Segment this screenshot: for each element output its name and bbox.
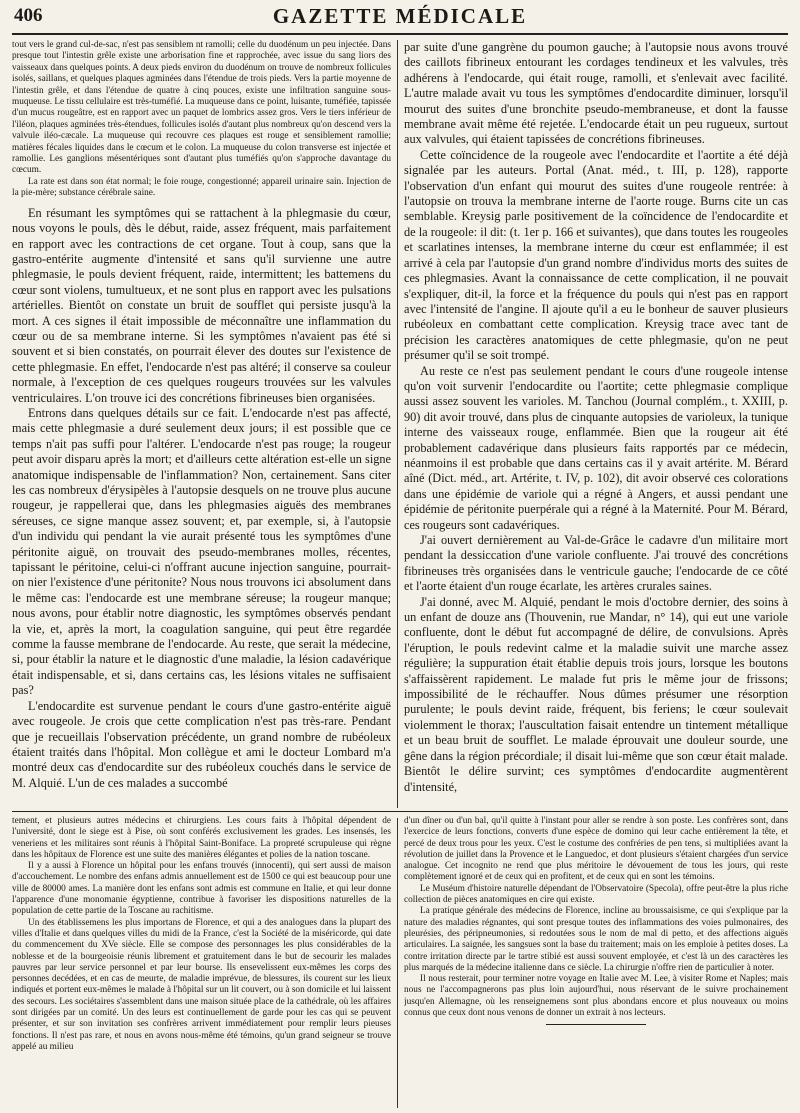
running-title: GAZETTE MÉDICALE	[272, 4, 528, 28]
feuilleton-paragraph: La pratique générale des médecins de Florence, incline au broussaisisme, ce qui s'explique par la nature des maladies régnantes, qui sont presque toutes des inflammations des voies pulmonaires, des pleurésies, des péripneumonies, si redoutées sous le nom de mal di petto, et des affections aiguës articulaires. La saignée, les sangsues sont la base du traitement; mais on les emploie à petites doses. La contre irritation directe par le tartre stibié est aussi souvent employée, et c'est là un des caractères les plus marqués de la médecine italienne dans ce siècle. La chirurgie n'offre rien de particulier à noter.	[404, 906, 788, 973]
page-header	[12, 2, 788, 32]
autopsy-paragraph: tout vers le grand cul-de-sac, n'est pas sensiblem nt ramolli; celle du duodénum un peu injectée. Dans presque tout l'intestin grêle existe une arborisation fine et rapprochée, avec issue du sang liors des vaisseaux dans quelques points. A deux pieds environ du duodénum on trouve de nombreux follicules isolés, saillans, et quelques plaques agminées dans l'étendue de trois pieds. Vers la partie moyenne de l'intestin grêle, et dans l'étendue de quatre à cinq pouces, existe une infiltration sanguine sous-muqueuse. Le tissu cellulaire est très-tuméfié. La muqueuse dans ce point, luisante, tuméfiée, tapissée d'un mucus rougeâtre, est en rapport avec un paquet de lombrics assez gros. Vers le tiers inférieur de l'iléon, plaques agminées très-étendues, follicules isolés d'autant plus nombreux qu'on descend vers la valvule iléo-cæcale. La muqueuse qui recouvre ces plaques est rouge et sensiblement ramollie; matières fécales liquides dans le cœcum et le colon. La muqueuse du colon transverse est injectée et ramollie. Les ganglions mésentériques sont d'autant plus tuméfiés qu'on s'approche davantage du cœcum.	[12, 40, 391, 176]
feuilleton-column-left	[12, 816, 391, 1108]
feuilleton-paragraph: d'un dîner ou d'un bal, qu'il quitte à l'instant pour aller se rendre à son poste. Les confrères sont, dans l'exercice de leurs fonctions, converts d'une espèce de domino qui leur cache entièrement la tête, et percé de deux trous pour les yeux. C'est le costume des confréries de pen tens, si multipliées avant la révolution de juillet dans la Provence et le Languedoc, et dont plusieurs s'étaient chargées d'un service analogue. Cet incognito ne rend que plus méritoire le dévouement de tous les jours, qui reste complètement ignoré et de ceux qui en profitent, et de ceux qui en sont les témoins.	[404, 816, 788, 883]
endocarditis-paragraph: L'endocardite est survenue pendant le cours d'une gastro-entérite aiguë avec rougeole. Je crois que cette complication n'est pas très-rare. Pendant que je recueillais l'observation précédente, un grand nombre de rubéoleux étaient traités dans l'hôpital. Mon collègue et ami le docteur Lombard m'a montré deux cas d'endocardite sur des rubéoleux couchés dans le service de M. Alquié. L'un de ces malades a succombé	[12, 698, 391, 790]
details-paragraph: Entrons dans quelques détails sur ce fait. L'endocarde n'est pas affecté, mais cette phlegmasie a duré seulement deux jours; il est possible que ce temps n'ait pas suffi pour l'altérer. L'endocarde n'est pas rouge; la rougeur peut avoir disparu après la mort; et d'ailleurs cette altération est-elle un signe anatomique indispensable de l'inflammation? Non, certainement. Sans citer les cas nombreux d'érysipèles à l'autopsie desquels on ne trouve plus aucune rougeur, je rappellerai que, dans les phlegmasies aiguës des membranes séreuses, ce signe manque assez souvent; et, par exemple, si, à l'autopsie d'un individu qui pendant la vie aurait présenté tous les symptômes d'une péritonite aiguë, on trouvait des pseudo-membranes molles, récentes, tapissant le péritoine, celui-ci n'offrant aucune injection sanguine, pourrait-on nier l'existence d'une péritonite? Nous nous trouvons ici absolument dans le même cas: l'endocarde est une membrane séreuse; la rougeur manque; nous avons, pour établir notre diagnostic, les symptômes observés pendant la vie, et, après la mort, la coagulation sanguine, qui peut être regardée comme la fausse membrane de l'endocarde. Au reste, que serait la médecine, si, pour établir la nature et le diagnostic d'une maladie, la lésion cadavérique était indispensable, et si, dans certains cas, les lésions vitales ne suffisaient pas?	[12, 405, 391, 698]
spleen-paragraph: La rate est dans son état normal; le foie rouge, congestionné; appareil urinaire sain. Injection de la pie-mère; substance cérébrale saine.	[12, 176, 391, 199]
main-column-left	[12, 40, 391, 806]
feuilleton-paragraph: Il y a aussi à Florence un hôpital pour les enfans trouvés (innocenti), qui sert aussi de maison d'accouchement. Le nombre des enfans admis annuellement est de 1500 ce qui est beaucoup pour une ville de 80000 ames. La manière dont les enfans sont admis est commune en Italie, et qui leur donne l'apparence d'une monomanie égyptienne, contribue à favoriser les dispositions naturelles de la population de cette partie de la Toscane au rachitisme.	[12, 861, 391, 917]
case-report-paragraph: J'ai donné, avec M. Alquié, pendant le mois d'octobre dernier, des soins à un enfant de douze ans (Thouvenin, rue Mandar, n° 14), qui eut une variole confluente, dont le début fut accompagné de délire, de convulsions. Après l'éruption, le pouls redevint calme et la maladie suivit une marche assez régulière; la suppuration était établie depuis trois jours, lorsque les boutons s'affaissèrent rapidement. Le malade fut pris le même jour de frissons; impossibilité de le réchauffer. Nous dûmes présumer une résorption purulente; le pouls devint raide, fréquent, bis feriens; le cœur soulevait violemment le thorax; l'auscultation faisait entendre un tintement métallique et un beau bruit de soufflet. Le malade éprouvait une douleur sourde, une gêne dans la région précordiale; il disait lui-même que son cœur était malade. Bientôt le délire survint; ces symptômes d'endocardite augmentèrent d'intensité,	[404, 594, 788, 794]
feuilleton-rule	[12, 811, 788, 812]
column-divider-bottom	[397, 818, 398, 1108]
coincidence-paragraph: Cette coïncidence de la rougeole avec l'endocardite et l'aortite a été déjà signalée par les auteurs. Portal (Anat. méd., t. III, p. 128), rapporte l'observation d'un enfant qui mourut des suites d'une rougeole rentrée: à l'autopsie on trouva la membrane interne de l'aorte rouge. Burns cite un cas semblable. Kreysig parle positivement de la coïncidence de l'endocardite et de la rougeole: il dit: (t. 1er p. 166 et suivantes), que dans toutes les rougeoles et scarlatines intenses, la membrane interne du cœur est enflammée; il est arrivé à cela par l'autopsie d'un grand nombre d'individus morts des suites de ces phlegmasies. Avant la connaissance de cette complication, il ne pouvait s'expliquer, dit-il, la force et la fréquence du pouls qui n'est pas en rapport avec l'intensité de l'angine. Il ajoute qu'il a eu le bonheur de sauver plusieurs rubéoleux en combattant cette complication. Kreysig trace avec tant de précision les caractères anatomiques de cette phlegmasie, qu'on ne peut présumer qu'il se soit trompé.	[404, 147, 788, 363]
feuilleton-paragraph: Un des établissemens les plus importans de Florence, et qui a des analogues dans la plupart des villes d'Italie et dans quelques villes du midi de la France, c'est la Société de la miséricorde, qui date du commencement du XVe siècle. Elle se compose des personnages les plus considérables de la noblesse et de la bourgeoisie réunis librement et gratuitement dans le but de secourir les malades pauvres par leur service personnel et par leur bourse. Ils ensevelissent eux-mêmes les corps des personnes decédées, et en cas de meurte, de maladie imprévue, de blessures, ils courent sur les lieux indiqués et portent eux-mêmes le malade à l'hôpital sur un lit couvert, ou à son domicile et lui laissent des secours. Les sociétaires s'assemblent dans une maison située place de la cathédrale, où les affaires sont dirigées par un comité. Un des leurs est continuellement de garde pour les cas qui se peuvent présenter, et sur son invitation ses confrères arrivent immédiatement pour remplir leurs pieuses fonctions. Il n'est pas rare, et nous en avons nous-même été témoins, qu'un grand seigneur se trouve appelé au milieu	[12, 917, 391, 1052]
feuilleton-paragraph: Il nous resterait, pour terminer notre voyage en Italie avec M. Lee, à visiter Rome et Naples; mais nous ne l'accompagnerons pas plus loin aujourd'hui, nous réservant de le suivre prochainement jusqu'en Allemagne, où les renseignemens sont plus abondans encore et plus nouveaux ou moins connus que ceux dont nous venons de donner un extrait à nos lecteurs.	[404, 974, 788, 1019]
feuilleton-column-right	[404, 816, 788, 1108]
val-de-grace-paragraph: J'ai ouvert dernièrement au Val-de-Grâce le cadavre d'un militaire mort pendant la dessiccation d'une variole confluente. J'ai trouvé des concrétions fibrineuses très organisées dans le ventricule gauche; l'endocarde de ce côté et l'aorte étaient d'un rouge écarlate, les artères crurales saines.	[404, 533, 788, 594]
variole-paragraph: Au reste ce n'est pas seulement pendant le cours d'une rougeole intense qu'on voit survenir l'endocardite ou l'aortite; cette phlegmasie complique aussi assez souvent les varioles. M. Tanchou (Journal complém., t. XXIII, p. 90) dit avoir trouvé, dans plus de cinquante autopsies de varioleux, la tunique interne des vaisseaux rouge, enflammée. Bien que la rougeur ait été probablement cadavérique dans plusieurs faits rapportés par ce médecin, néanmoins il est probable que dans certains cas il y avait artérite. M. Bérard aîné (Dict. méd., art. Artérite, t. IV, p. 102), dit avoir observé ces colorations dans une épidémie de variole qui a régné à Angers, et aussi pendant une épidémie de péritonite puerpérale qui a régné à la Maternité. Pour M. Bérard, ces rougeurs sont cadavériques.	[404, 363, 788, 532]
continuation-paragraph: par suite d'une gangrène du poumon gauche; à l'autopsie nous avons trouvé des caillots fibrineux entourant les cordages tendineux et les valvules, très adhérens à l'endocarde, qui était rouge, ramolli, et s'enlevait avec facilité. L'autre malade avait vu tous les symptômes d'endocardite diminuer, lorsqu'il mourut des suites d'une bronchite pseudo-membraneuse, et dont la fausse membrane avait même été rejetée. L'endocarde était un peu rugueux, surtout aux valvules, qui étaient tapissées de concrétions fibrineuses.	[404, 40, 788, 147]
feuilleton-paragraph: Le Muséum d'histoire naturelle dépendant de l'Observatoire (Specola), offre peut-être la plus riche collection de pièces anatomiques en cire qui existe.	[404, 883, 788, 906]
column-divider-top	[397, 40, 398, 808]
page-number: 406	[14, 5, 43, 26]
end-rule	[546, 1024, 646, 1025]
header-rule	[12, 33, 788, 35]
main-column-right	[404, 40, 788, 806]
summary-paragraph: En résumant les symptômes qui se rattachent à la phlegmasie du cœur, nous voyons le pouls, dès le début, raide, assez fréquent, mais parfaitement en rapport avec les contractions de cet organe. Tout à coup, sans que la gastro-entérite augmente d'intensité et sans qu'il survienne une autre phlegmasie, le pouls devient fréquent, raide, intermittent; les battemens du cœur sont violens, tumultueux, et ne sont plus en rapport avec les pulsations artérielles. Bientôt on constate un bruit de soufflet qui persiste jusqu'à la mort. A ces signes il était impossible de méconnaître une inflammation du cœur ou de sa membrane interne. Si les symptômes n'avaient pas été si souvent et si bien constatés, on pourrait élever des doutes sur l'existence de cette phlegmasie. En effet, l'endocarde n'est pas altéré; il conserve sa couleur normale, à l'exception de ces quelques rougeurs trouvées sur les valvules ventriculaires. L'on trouve ici des concrétions fibrineuses bien organisées.	[12, 205, 391, 405]
feuilleton-paragraph: tement, et plusieurs autres médecins et chirurgiens. Les cours faits à l'hôpital dépendent de l'université, dont le siege est à Pise, où sont conférés exclusivement les grades. Les insensés, les veneriens et les militaires sont réunis à l'hôpital Saint-Boniface. La propreté scrupuleuse qui règne dans les hôpitaux de Florence est une suite des manières élégantes et polies de la nation toscane.	[12, 816, 391, 860]
